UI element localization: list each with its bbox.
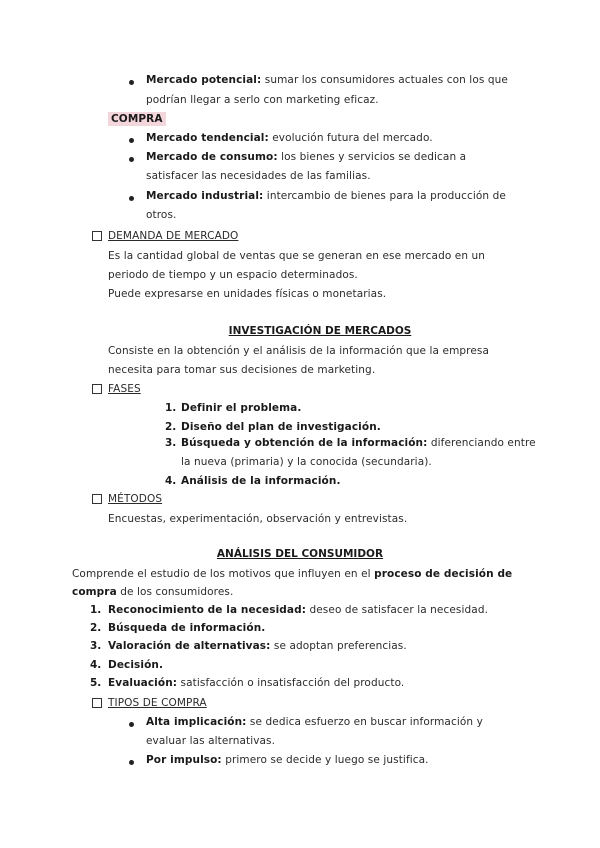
demanda-line1: Es la cantidad global de ventas que se generan en ese mercado en un <box>108 250 486 262</box>
checkbox-icon[interactable] <box>92 231 102 241</box>
paso-desc: deseo de satisfacer la necesidad. <box>309 604 489 616</box>
fase-term: Diseño del plan de investigación. <box>181 421 381 433</box>
impulso-line <box>146 753 429 767</box>
bullet-icon <box>129 157 134 162</box>
consumidor-intro2 <box>72 585 233 599</box>
paso-term: Evaluación: <box>108 677 178 689</box>
paso-desc: satisfacción o insatisfacción del producto. <box>180 677 405 689</box>
term: Por impulso: <box>146 754 222 766</box>
paso-term: Decisión. <box>108 659 164 671</box>
bullet-icon <box>129 722 134 727</box>
desc: primero se decide y luego se justifica. <box>225 754 429 766</box>
investigacion-title: INVESTIGACIÓN DE MERCADOS <box>228 325 412 337</box>
demanda-line3: Puede expresarse en unidades físicas o monetarias. <box>108 288 387 300</box>
investigacion-line2: necesita para tomar sus decisiones de marketing. <box>108 364 376 376</box>
paso-line <box>108 676 404 690</box>
metodos-desc: Encuestas, experimentación, observación y entrevistas. <box>108 513 408 525</box>
investigacion-line1: Consiste en la obtención y el análisis de la información que la empresa <box>108 345 490 357</box>
paso-number: 5. <box>90 677 102 689</box>
desc: se dedica esfuerzo en buscar información y <box>249 716 483 728</box>
demanda-line2: periodo de tiempo y un espacio determinados. <box>108 269 358 281</box>
paso-term: Búsqueda de información. <box>108 622 266 634</box>
alta-line <box>146 715 483 729</box>
mercado-tendencial-line <box>146 131 433 145</box>
paso-line <box>108 603 488 617</box>
paso-term: Valoración de alternativas: <box>108 640 271 652</box>
fase3-line2: la nueva (primaria) y la conocida (secundaria). <box>181 456 432 468</box>
compra-label: COMPRA <box>108 112 166 126</box>
mercado-consumo-line2: satisfacer las necesidades de las familias. <box>146 170 371 182</box>
fase-number: 3. <box>165 437 177 449</box>
bullet-icon <box>129 760 134 765</box>
checkbox-icon[interactable] <box>92 494 102 504</box>
fases-label: FASES <box>108 383 141 395</box>
paso-number: 2. <box>90 622 102 634</box>
consumidor-intro1 <box>72 567 512 581</box>
metodos-label: MÉTODOS <box>108 493 163 505</box>
mercado-consumo-line <box>146 150 466 164</box>
fase-number: 1. <box>165 402 177 414</box>
mercado-potencial-line <box>146 73 508 87</box>
paso-line <box>108 639 407 653</box>
bullet-icon <box>129 80 134 85</box>
intro-text: de los consumidores. <box>120 586 234 598</box>
fase-line <box>181 436 536 450</box>
fase-term: Búsqueda y obtención de la información: <box>181 437 428 449</box>
paso-term: Reconocimiento de la necesidad: <box>108 604 307 616</box>
fase-desc: diferenciando entre <box>430 437 536 449</box>
paso-number: 3. <box>90 640 102 652</box>
bullet-icon <box>129 138 134 143</box>
fase-term: Análisis de la información. <box>181 475 341 487</box>
fase-term: Definir el problema. <box>181 402 302 414</box>
mercado-potencial-line2: podrían llegar a serlo con marketing eficaz. <box>146 94 379 106</box>
bullet-icon <box>129 196 134 201</box>
paso-desc: se adoptan preferencias. <box>273 640 407 652</box>
alta-line2: evaluar las alternativas. <box>146 735 276 747</box>
term: Mercado tendencial: <box>146 132 269 144</box>
desc: sumar los consumidores actuales con los que <box>264 74 508 86</box>
consumidor-title: ANÁLISIS DEL CONSUMIDOR <box>216 548 384 560</box>
desc: intercambio de bienes para la producción de <box>266 190 506 202</box>
intro-text: Comprende el estudio de los motivos que influyen en el <box>72 568 371 580</box>
fase-number: 2. <box>165 421 177 433</box>
fase-number: 4. <box>165 475 177 487</box>
intro-bold: compra <box>72 586 117 598</box>
mercado-industrial-line2: otros. <box>146 209 177 221</box>
desc: los bienes y servicios se dedican a <box>281 151 467 163</box>
demanda-title: DEMANDA DE MERCADO <box>108 230 239 242</box>
term: Mercado de consumo: <box>146 151 278 163</box>
term: Mercado industrial: <box>146 190 264 202</box>
mercado-industrial-line <box>146 189 506 203</box>
paso-number: 1. <box>90 604 102 616</box>
checkbox-icon[interactable] <box>92 384 102 394</box>
desc: evolución futura del mercado. <box>272 132 433 144</box>
tipos-label: TIPOS DE COMPRA <box>108 697 207 709</box>
term: Alta implicación: <box>146 716 247 728</box>
paso-number: 4. <box>90 659 102 671</box>
checkbox-icon[interactable] <box>92 698 102 708</box>
term: Mercado potencial: <box>146 74 262 86</box>
intro-bold: proceso de decisión de <box>374 568 513 580</box>
